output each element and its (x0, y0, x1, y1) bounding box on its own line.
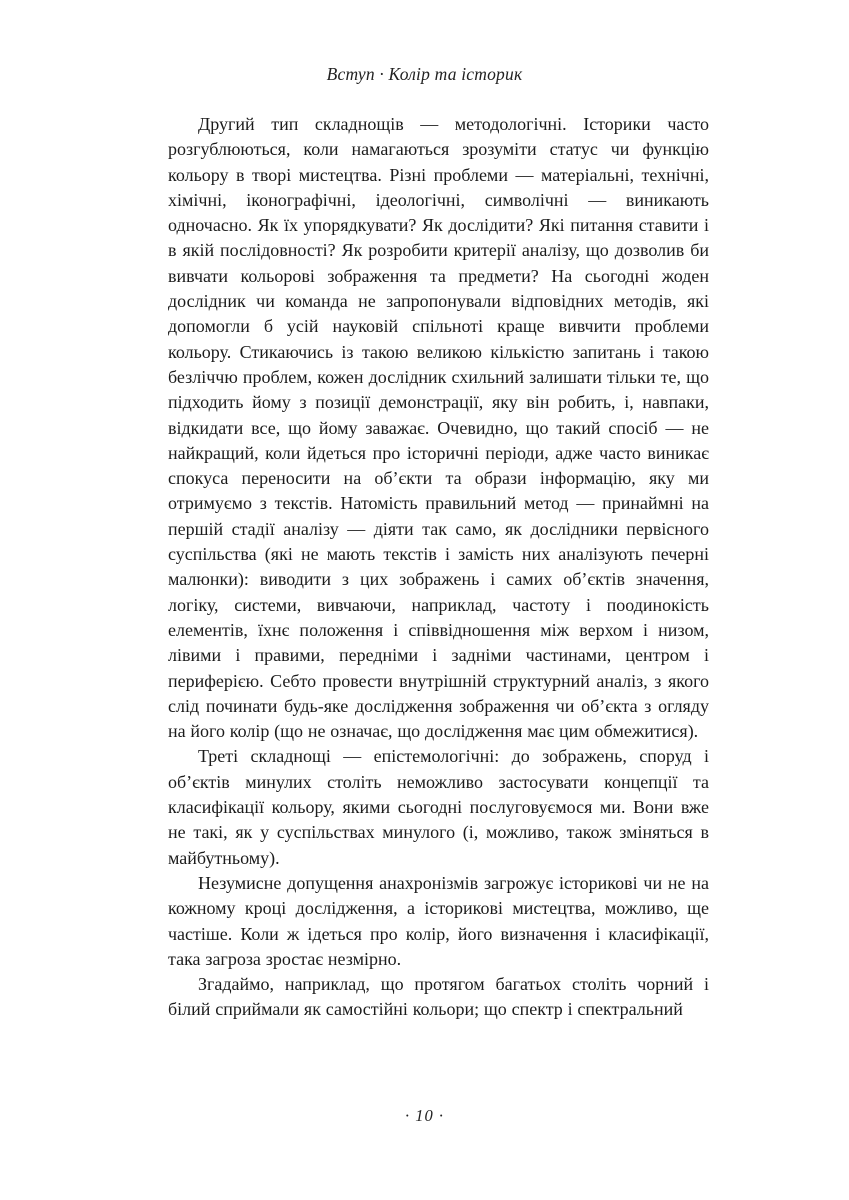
paragraph-4: Згадаймо, наприклад, що протягом багатьох століть чорний і білий сприймали як самостійні кольори; що спектр і спектральний (168, 974, 709, 1020)
paragraph-1: Другий тип складнощів — методологічні. Історики часто розгублюються, коли намагаються зрозуміти статус чи функцію кольору в творі мистецтва. Різні проблеми — матеріальні, технічні, хімічні, іконографічні, ідеологічні, символічні — виникають одночасно. Як їх упорядкувати? Як дослідити? Які питання ставити і в якій послідовності? Як розробити критерії аналізу, що дозволив би вивчати кольорові зображення та предмети? На сьогодні жоден дослідник чи команда не запропонували відповідних методів, які допомогли б усій науковій спільноті краще вивчити проблеми кольору. Стикаючись із такою великою кількістю запитань і такою безліччю проблем, кожен дослідник схильний залишати тільки те, що підходить йому з позиції демонстрації, яку він робить, і, навпаки, відкидати все, що йому заважає. Очевидно, що такий спосіб — не найкращий, коли йдеться про історичні періоди, адже часто виникає спокуса переносити на об’єкти та образи інформацію, яку ми отримуємо з текстів. Натомість правильний метод — принаймні на першій стадії аналізу — діяти так само, як дослідники первісного суспільства (які не мають текстів і замість них аналізують печерні малюнки): виводити з цих зображень і самих об’єктів значення, логіку, системи, вивчаючи, наприклад, частоту і поодинокість елементів, їхнє положення і співвідношення між верхом і низом, лівими і правими, передніми і задніми частинами, центром і периферією. Себто провести внутрішній структурний аналіз, з якого слід починати будь-яке дослідження зображення чи об’єкта з огляду на його колір (що не означає, що дослідження має цим обмежитися). (168, 114, 709, 742)
paragraph-3: Незумисне допущення анахронізмів загрожує історикові чи не на кожному кроці дослідження, а історикові мистецтва, можливо, ще частіше. Коли ж ідеться про колір, його визначення і класифікації, така загроза зростає незмірно. (168, 872, 709, 969)
paragraph-2: Треті складнощі — епістемологічні: до зображень, споруд і об’єктів минулих століть неможливо застосувати концепції та класифікації кольору, якими сьогодні послуговуємося ми. Вони вже не такі, як у суспільствах минулого (і, можливо, також зміняться в майбутньому). (168, 746, 709, 868)
body-text (168, 112, 709, 1023)
page-number: · 10 · (405, 1106, 444, 1125)
running-header: Вступ · Колір та історик (326, 64, 523, 84)
